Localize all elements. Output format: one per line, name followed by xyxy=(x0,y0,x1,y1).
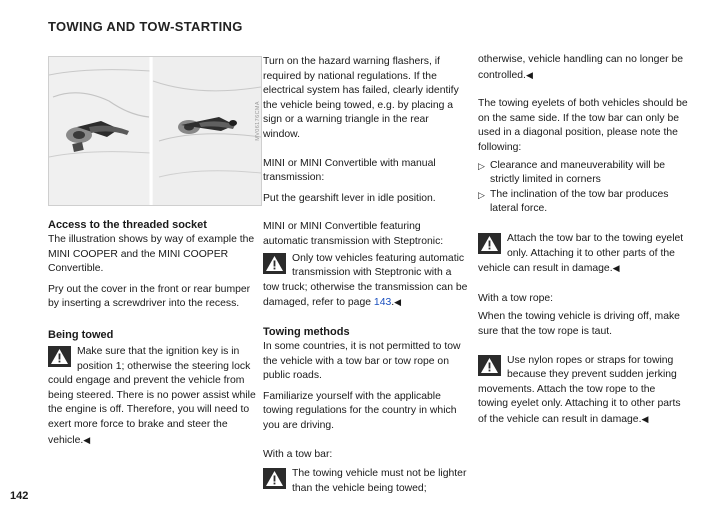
bullet-arrow-icon: ▷ xyxy=(478,189,485,200)
paragraph-illustration: The illustration shows by way of example the MINI COOPER and the MINI COOPER Convertible. xyxy=(48,234,255,275)
diagonal-tow-bar-list xyxy=(478,159,688,217)
warning-attach-tow-bar xyxy=(478,232,688,277)
heading-towing-methods: Towing methods xyxy=(263,325,350,338)
end-mark-icon: ◀ xyxy=(83,434,91,445)
warning-ignition-key xyxy=(48,345,258,448)
paragraph-familiarize: Familiarize yourself with the applicable towing regulations for the country in which you are driving. xyxy=(263,390,457,431)
warning-nylon-ropes-text: Use nylon ropes or straps for towing because they prevent sudden jerking movements. Attach the tow rope to the towing eyelet only. Attaching it to other parts of the vehicle can result in damage. xyxy=(478,354,681,425)
warning-ignition-text: Make sure that the ignition key is in position 1; otherwise the steering lock could engage and prevent the vehicle from being steered. There is no power assist while the engine is off. Therefore, you will need to exert more force to brake and steer the vehicle. xyxy=(48,345,256,446)
end-mark-icon: ◀ xyxy=(641,413,649,424)
paragraph-towing-eyelets: The towing eyelets of both vehicles should be on the same side. If the tow bar can only be used in a diagonal position, please note the following: xyxy=(478,98,688,153)
threaded-socket-illustration xyxy=(48,56,262,206)
column-3 xyxy=(478,53,688,427)
illustration-code: MV06176CMA xyxy=(255,101,261,141)
warning-triangle-icon xyxy=(263,253,286,274)
column-1 xyxy=(48,56,261,448)
list-item: ▷ Clearance and maneuverability will be strictly limited in corners xyxy=(478,159,666,186)
paragraph-some-countries: In some countries, it is not permitted to tow the vehicle with a tow bar or tow rope on public roads. xyxy=(263,340,461,382)
warning-nylon-ropes xyxy=(478,354,688,428)
end-mark-icon: ◀ xyxy=(394,297,402,308)
warning-vehicle-weight xyxy=(263,467,468,496)
end-mark-icon: ◀ xyxy=(525,69,533,80)
paragraph-steptronic: MINI or MINI Convertible featuring automatic transmission with Steptronic: xyxy=(263,221,444,247)
warning-vehicle-weight-text: The towing vehicle must not be lighter than the vehicle being towed; xyxy=(292,468,467,494)
bullet-arrow-icon: ▷ xyxy=(478,160,485,171)
paragraph-hazard-flashers: Turn on the hazard warning flashers, if required by national regulations. If the electrical system has failed, clearly identify the vehicle being towed, e.g. by placing a sign or a warning triangle in the rear window. xyxy=(263,56,459,140)
paragraph-gearshift: Put the gearshift lever in idle position. xyxy=(263,192,436,204)
end-mark-icon: ◀ xyxy=(612,263,620,274)
warning-steptronic: Only tow vehicles featuring automatic transmission with Steptronic with a tow truck; otherwise the transmission can be damaged, refer to page 143.◀ xyxy=(263,252,468,309)
heading-being-towed: Being towed xyxy=(48,328,114,341)
paragraph-manual-transmission: MINI or MINI Convertible with manual transmission: xyxy=(263,157,436,184)
warning-attach-tow-bar-text: Attach the tow bar to the towing eyelet only. Attaching it to other parts of the vehicle can result in damage. xyxy=(478,232,684,275)
heading-threaded-socket: Access to the threaded socket xyxy=(48,219,207,231)
list-item: ▷ The inclination of the tow bar produces lateral force. xyxy=(478,188,669,215)
paragraph-handling: otherwise, vehicle handling can no longer be controlled.◀ xyxy=(478,54,684,81)
paragraph-rope-taut: When the towing vehicle is driving off, make sure that the tow rope is taut. xyxy=(478,311,680,337)
column-2 xyxy=(263,55,468,496)
paragraph-with-tow-bar: With a tow bar: xyxy=(263,449,333,461)
page-title: TOWING AND TOW-STARTING xyxy=(48,19,243,34)
warning-triangle-icon xyxy=(478,355,501,376)
warning-steptronic-text: Only tow vehicles featuring automatic transmission with Steptronic with a tow truck; otherwise the transmission can be damaged, refer to page xyxy=(263,252,468,309)
page-143-link[interactable]: 143 xyxy=(373,297,392,309)
page-number: 142 xyxy=(10,490,29,502)
warning-triangle-icon xyxy=(263,468,286,489)
warning-triangle-icon xyxy=(478,233,501,254)
paragraph-pry-cover: Pry out the cover in the front or rear bumper by inserting a screwdriver into the recess. xyxy=(48,283,251,310)
paragraph-with-tow-rope: With a tow rope: xyxy=(478,292,554,304)
warning-triangle-icon xyxy=(48,346,71,367)
